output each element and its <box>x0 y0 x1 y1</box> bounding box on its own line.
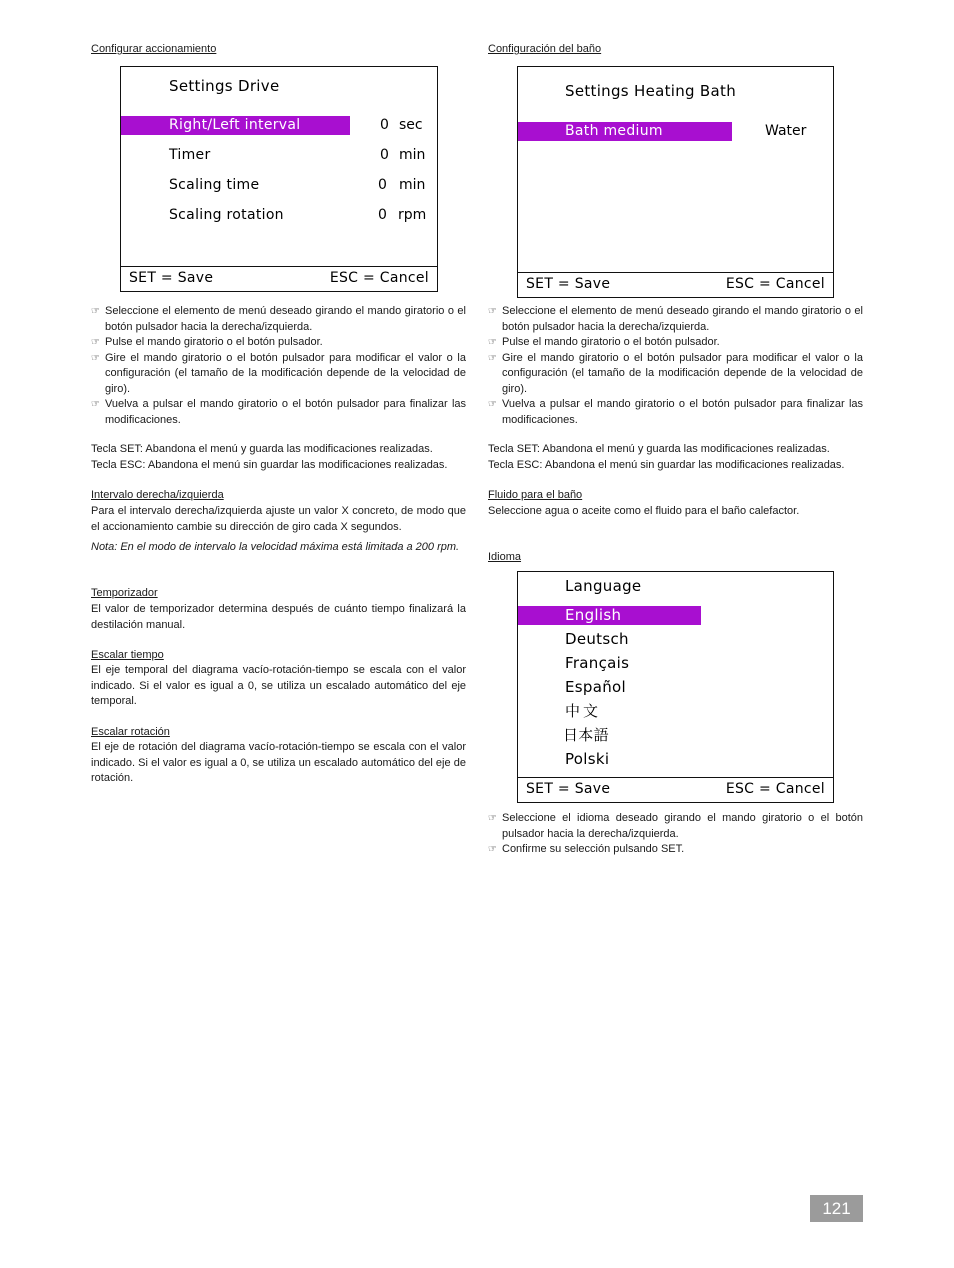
list-item: ☞ Vuelva a pulsar el mando giratorio o el botón pulsador para finalizar las modificaciones. <box>91 398 466 426</box>
pointing-hand-icon: ☞ <box>488 844 497 855</box>
fluid-text: Seleccione agua o aceite como el fluido para el baño calefactor. <box>488 505 800 517</box>
pointing-hand-icon: ☞ <box>91 352 100 364</box>
page-number: 121 <box>810 1195 863 1222</box>
section-title-bath: Configuración del baño <box>488 43 602 55</box>
menu-row-unit: sec <box>399 117 423 133</box>
menu-row-label: Scaling time <box>169 177 260 193</box>
instruction-list <box>91 304 466 428</box>
menu-row-label: Timer <box>169 147 211 163</box>
section-title-drive: Configurar accionamiento <box>91 43 217 55</box>
key-esc-text: Tecla ESC: Abandona el menú sin guardar las modificaciones realizadas. <box>488 459 845 471</box>
menu-row-bath-medium[interactable] <box>518 122 833 141</box>
key-set-text: Tecla SET: Abandona el menú y guarda las modificaciones realizadas. <box>488 443 830 455</box>
settings-drive-screen <box>120 66 438 292</box>
key-esc-text: Tecla ESC: Abandona el menú sin guardar las modificaciones realizadas. <box>91 459 448 471</box>
cancel-hint: ESC = Cancel <box>329 270 429 286</box>
save-hint: SET = Save <box>526 276 611 292</box>
pointing-hand-icon: ☞ <box>488 352 497 364</box>
language-option-chinese[interactable]: 中文 <box>565 702 602 720</box>
pointing-hand-icon: ☞ <box>91 306 100 317</box>
language-option-espanol[interactable]: Español <box>565 678 626 696</box>
language-option-deutsch[interactable]: Deutsch <box>565 630 629 648</box>
list-item: ☞ Seleccione el elemento de menú deseado girando el mando giratorio o el botón pulsador hacia la derecha/izquierda. <box>91 305 466 333</box>
list-item: ☞ Gire el mando giratorio o el botón pulsador para modificar el valor o la configuración (el tamaño de la modificación depende de la velocidad de giro). <box>91 351 466 395</box>
scale-rotation-text: El eje de rotación del diagrama vacío-rotación-tiempo se escala con el valor indicado. Si el valor es igual a 0, se utiliza un escalado automático del eje de rotación. <box>91 741 466 784</box>
cancel-hint: ESC = Cancel <box>725 276 825 292</box>
menu-row-label: Bath medium <box>565 123 663 139</box>
pointing-hand-icon: ☞ <box>488 337 497 348</box>
menu-row-value: 0 <box>380 117 389 133</box>
menu-row-scaling-rotation[interactable] <box>121 206 437 225</box>
menu-row-unit: rpm <box>398 207 427 223</box>
menu-row-timer[interactable] <box>121 146 437 165</box>
scale-time-title: Escalar tiempo <box>91 649 164 661</box>
menu-row-unit: min <box>399 147 426 163</box>
list-item: ☞ Seleccione el elemento de menú deseado girando el mando giratorio o el botón pulsador hacia la derecha/izquierda. <box>488 305 863 333</box>
menu-row-right-left-interval[interactable] <box>121 116 437 135</box>
screen-title: Settings Drive <box>169 77 280 95</box>
menu-row-value: 0 <box>378 207 387 223</box>
language-option-english[interactable]: English <box>565 606 622 624</box>
screen-title: Settings Heating Bath <box>565 82 737 100</box>
pointing-hand-icon: ☞ <box>488 306 497 317</box>
pointing-hand-icon: ☞ <box>91 399 100 410</box>
list-item: ☞ Vuelva a pulsar el mando giratorio o el botón pulsador para finalizar las modificaciones. <box>488 398 863 426</box>
screen-footer <box>121 266 437 291</box>
language-screen <box>517 571 834 803</box>
list-item: ☞ Pulse el mando giratorio o el botón pulsador. <box>488 335 863 351</box>
menu-row-label: Right/Left interval <box>169 117 301 133</box>
menu-row-scaling-time[interactable] <box>121 176 437 195</box>
list-item: ☞ Confirme su selección pulsando SET. <box>488 842 863 858</box>
menu-row-value: Water <box>765 123 807 139</box>
cancel-hint: ESC = Cancel <box>725 781 825 797</box>
pointing-hand-icon: ☞ <box>488 813 497 824</box>
scale-time-text: El eje temporal del diagrama vacío-rotación-tiempo se escala con el valor indicado. Si el valor es igual a 0, se utiliza un escalado automático del eje temporal. <box>91 664 466 707</box>
screen-footer <box>518 777 833 802</box>
pointing-hand-icon: ☞ <box>488 399 497 410</box>
list-item: ☞ Pulse el mando giratorio o el botón pulsador. <box>91 335 466 351</box>
menu-row-value: 0 <box>378 177 387 193</box>
settings-bath-screen <box>517 66 834 298</box>
fluid-title: Fluido para el baño <box>488 489 583 501</box>
pointing-hand-icon: ☞ <box>91 337 100 348</box>
language-option-japanese[interactable]: 日本語 <box>563 726 609 744</box>
language-option-polski[interactable]: Polski <box>565 750 610 768</box>
language-section-title: Idioma <box>488 551 522 563</box>
list-item: ☞ Gire el mando giratorio o el botón pulsador para modificar el valor o la configuración (el tamaño de la modificación depende de la velocidad de giro). <box>488 351 863 395</box>
interval-text: Para el intervalo derecha/izquierda ajuste un valor X concreto, de modo que el accionamiento cambie su dirección de giro cada X segundos. <box>91 505 466 533</box>
language-option-francais[interactable]: Français <box>565 654 630 672</box>
key-set-text: Tecla SET: Abandona el menú y guarda las modificaciones realizadas. <box>91 443 433 455</box>
list-item: ☞ Seleccione el idioma deseado girando el mando giratorio o el botón pulsador hacia la derecha/izquierda. <box>488 812 863 840</box>
menu-row-value: 0 <box>380 147 389 163</box>
timer-text: El valor de temporizador determina después de cuánto tiempo finalizará la destilación manual. <box>91 603 466 631</box>
timer-title: Temporizador <box>91 587 158 599</box>
language-instruction-list <box>488 811 863 858</box>
screen-footer <box>518 272 833 297</box>
save-hint: SET = Save <box>129 270 214 286</box>
instruction-list <box>488 304 863 428</box>
interval-title: Intervalo derecha/izquierda <box>91 489 224 501</box>
interval-note: Nota: En el modo de intervalo la velocidad máxima está limitada a 200 rpm. <box>91 541 460 553</box>
screen-title: Language <box>565 577 642 595</box>
menu-row-unit: min <box>399 177 426 193</box>
scale-rotation-title: Escalar rotación <box>91 726 170 738</box>
menu-row-label: Scaling rotation <box>169 207 284 223</box>
save-hint: SET = Save <box>526 781 611 797</box>
